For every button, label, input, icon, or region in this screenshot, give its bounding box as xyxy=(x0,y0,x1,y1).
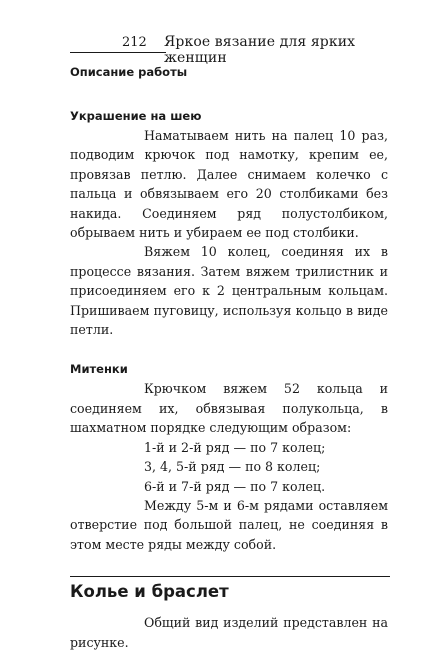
chapter-title: Колье и браслет xyxy=(70,582,229,602)
running-head-rule xyxy=(70,52,166,53)
list-item: 6-й и 7-й ряд — по 7 колец. xyxy=(144,478,326,494)
list-item: 3, 4, 5-й ряд — по 8 колец; xyxy=(144,459,321,475)
running-head xyxy=(70,30,388,66)
list-item: 1-й и 2-й ряд — по 7 колец; xyxy=(144,439,326,455)
paragraph: Между 5-м и 6-м рядами оставляем отверстие под большой палец, не соединяя в этом месте ряды между собой. xyxy=(70,497,388,552)
paragraph: Наматываем нить на палец 10 раз, подводим крючок под намотку, крепим ее, провязав петлю. Далее снимаем колечко с пальца и обвязываем его 20 столбиками без накида. Соединяем ряд полустолбиком, обрываем нить и убираем ее под столбики. xyxy=(70,128,388,241)
paragraph: Общий вид изделий представлен на рисунке. xyxy=(70,615,388,650)
subsection-heading-necklace: Украшение на шею xyxy=(70,109,202,123)
chapter-rule xyxy=(70,576,390,577)
section-heading: Описание работы xyxy=(70,65,188,79)
page-content xyxy=(70,64,388,652)
paragraph: Крючком вяжем 52 кольца и соединяем их, обвязывая полукольца, в шахматном порядке следующим образом: xyxy=(70,381,388,436)
running-head-title: Яркое вязание для ярких женщин xyxy=(164,34,356,66)
paragraph: Вяжем 10 колец, соединяя их в процессе вязания. Затем вяжем трилистник и присоединяем его к 2 центральным кольцам. Пришиваем пуговицу, используя кольцо в виде петли. xyxy=(70,244,388,338)
subsection-heading-mittens: Митенки xyxy=(70,362,128,377)
page-number: 212 xyxy=(122,35,147,50)
